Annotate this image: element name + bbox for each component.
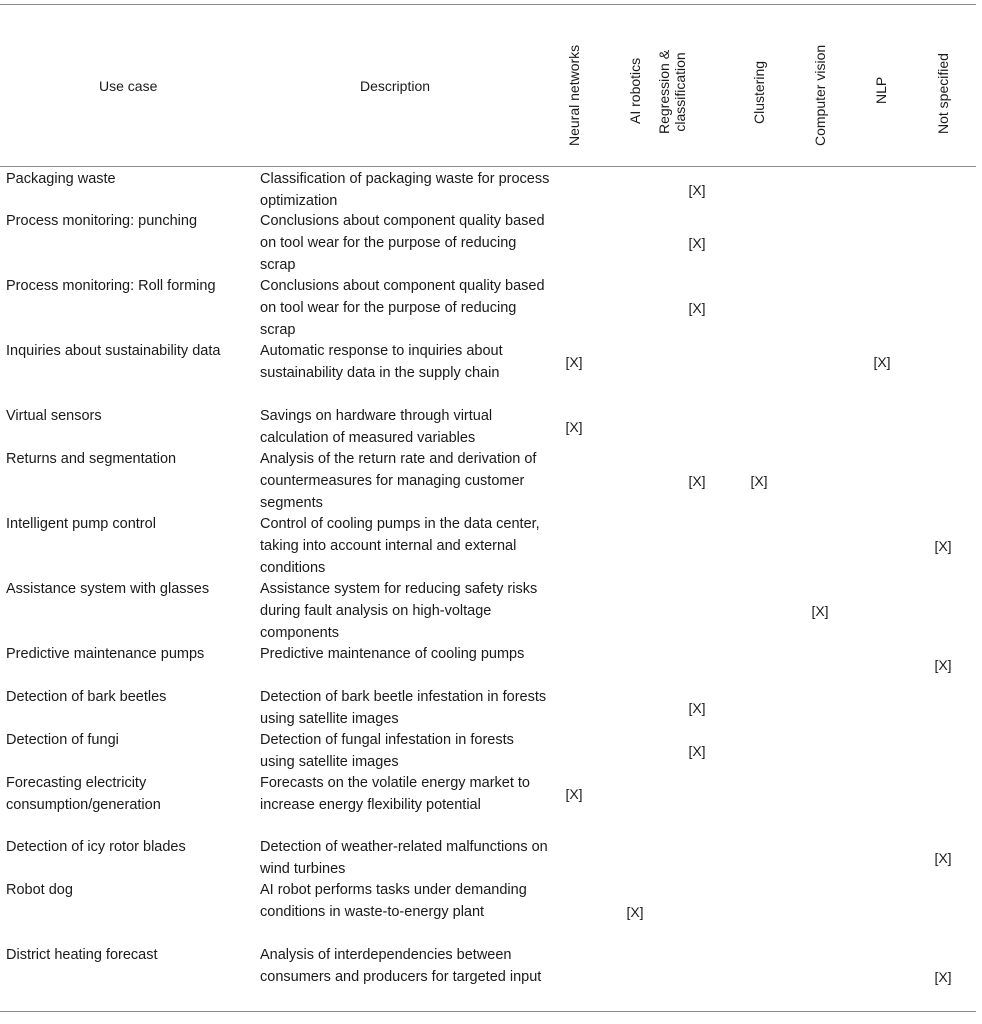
table-cell-mark-neural: [X]: [565, 419, 583, 435]
header-ai-robotics-label: AI robotics: [627, 57, 643, 124]
table-cell-mark-regression: [X]: [688, 743, 706, 759]
table-cell-use-case: Robot dog: [6, 882, 73, 898]
table-cell-mark-clustering: [X]: [750, 473, 768, 489]
header-regression-line2: classification: [672, 52, 688, 132]
table-cell-mark-vision: [X]: [811, 603, 829, 619]
table-cell-description: AI robot performs tasks under demanding conditions in waste-to-energy plant: [260, 882, 527, 920]
table-cell-description: Detection of fungal infestation in forests using satellite images: [260, 732, 514, 770]
table-cell-use-case: Intelligent pump control: [6, 516, 156, 532]
table-cell-description: Assistance system for reducing safety risks during fault analysis on high-voltage components: [260, 581, 538, 641]
table-cell-description: Automatic response to inquiries about sustainability data in the supply chain: [260, 343, 503, 381]
table-cell-description: Conclusions about component quality based on tool wear for the purpose of reducing scrap: [260, 278, 545, 338]
table-cell-use-case: Packaging waste: [6, 171, 116, 187]
header-regression-label: [656, 50, 688, 134]
header-not-specified-label: Not specified: [935, 53, 951, 134]
top-rule: [0, 4, 976, 5]
table-cell-use-case: Assistance system with glasses: [6, 581, 210, 597]
table-cell-use-case: Predictive maintenance pumps: [6, 646, 205, 662]
header-regression-line1: Regression &: [656, 49, 672, 134]
table-cell-use-case: Detection of bark beetles: [6, 689, 167, 705]
table-cell-mark-regression: [X]: [688, 182, 706, 198]
table-cell-mark-neural: [X]: [565, 786, 583, 802]
table-cell-use-case: Virtual sensors: [6, 408, 102, 424]
table-cell-use-case: District heating forecast: [6, 947, 158, 963]
table-cell-mark-notspec: [X]: [934, 850, 952, 866]
table-cell-use-case: Inquiries about sustainability data: [6, 343, 221, 359]
table-cell-description: Detection of weather-related malfunctions on wind turbines: [260, 839, 548, 877]
table-cell-mark-robotics: [X]: [626, 904, 644, 920]
table-cell-description: Predictive maintenance of cooling pumps: [260, 646, 525, 662]
table-cell-mark-regression: [X]: [688, 235, 706, 251]
table-cell-use-case: Process monitoring: Roll forming: [6, 278, 216, 294]
table-cell-use-case: Forecasting electricity consumption/generation: [6, 775, 161, 813]
header-use-case: Use case: [99, 78, 158, 94]
table-cell-description: Conclusions about component quality based on tool wear for the purpose of reducing scrap: [260, 213, 545, 273]
header-computer-vision-label: Computer vision: [812, 44, 828, 146]
table-cell-mark-notspec: [X]: [934, 969, 952, 985]
table-cell-use-case: Detection of fungi: [6, 732, 119, 748]
table-cell-mark-notspec: [X]: [934, 538, 952, 554]
table-cell-description: Control of cooling pumps in the data center, taking into account internal and external conditions: [260, 516, 540, 576]
table-cell-use-case: Process monitoring: punching: [6, 213, 198, 229]
header-clustering-label: Clustering: [751, 60, 767, 124]
table-cell-mark-regression: [X]: [688, 300, 706, 316]
header-nlp-label: NLP: [873, 76, 889, 104]
header-neural-networks-label: Neural networks: [566, 44, 582, 146]
table-cell-description: Classification of packaging waste for process optimization: [260, 171, 550, 209]
table-cell-use-case: Returns and segmentation: [6, 451, 177, 467]
table-cell-description: Savings on hardware through virtual calculation of measured variables: [260, 408, 493, 446]
header-description: Description: [360, 78, 431, 94]
table-cell-mark-regression: [X]: [688, 700, 706, 716]
table-cell-mark-nlp: [X]: [873, 354, 891, 370]
table-cell-mark-neural: [X]: [565, 354, 583, 370]
table-cell-description: Analysis of interdependencies between consumers and producers for targeted input: [260, 947, 542, 985]
table-cell-description: Forecasts on the volatile energy market to increase energy flexibility potential: [260, 775, 530, 813]
table-cell-description: Analysis of the return rate and derivation of countermeasures for managing customer segments: [260, 451, 537, 511]
header-rule: [0, 166, 976, 167]
table-cell-description: Detection of bark beetle infestation in forests using satellite images: [260, 689, 547, 727]
table-cell-use-case: Detection of icy rotor blades: [6, 839, 186, 855]
table-cell-mark-regression: [X]: [688, 473, 706, 489]
table-cell-mark-notspec: [X]: [934, 657, 952, 673]
bottom-rule: [0, 1011, 976, 1012]
